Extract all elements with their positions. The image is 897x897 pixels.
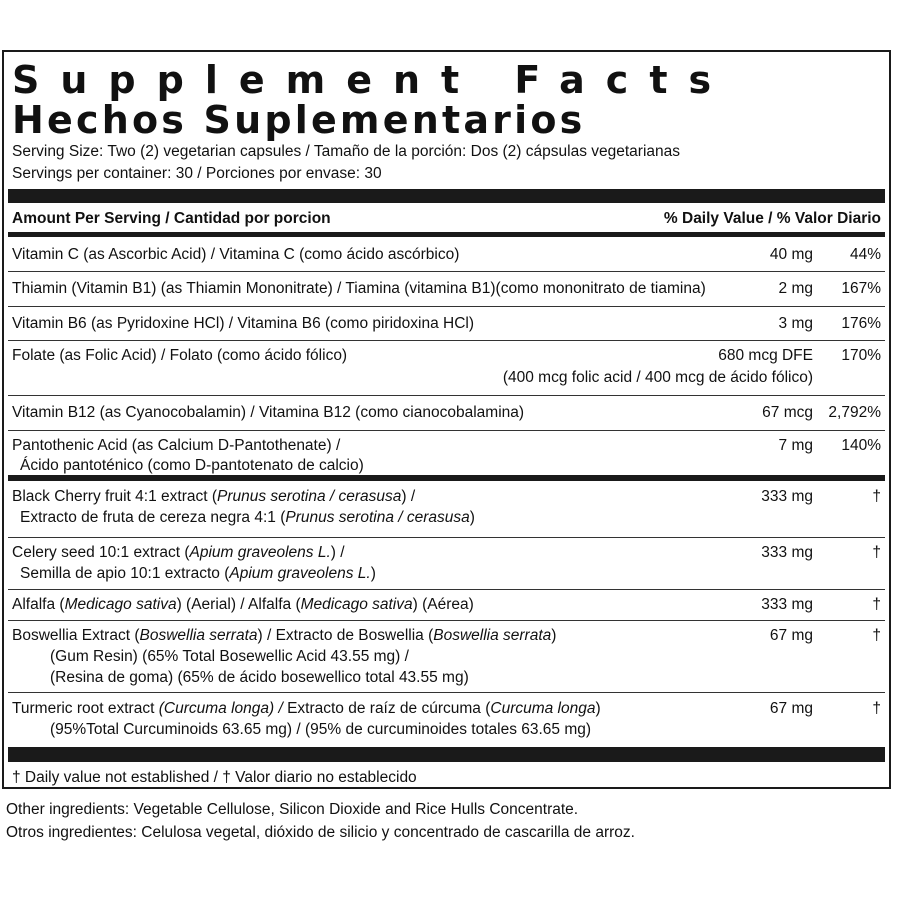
ingredient-amount: 333 mg: [761, 488, 813, 505]
ingredient-name: Celery seed 10:1 extract (Apium graveolens L.) /: [12, 544, 345, 561]
ingredient-row-celery-seed: [8, 538, 885, 590]
nutrient-daily-value: 176%: [841, 315, 881, 332]
nutrient-amount-detail: (400 mcg folic acid / 400 mcg de ácido fólico): [502, 369, 813, 386]
nutrient-name: Pantothenic Acid (as Calcium D-Pantothenate) /: [12, 437, 341, 454]
ingredient-name: Boswellia Extract (Boswellia serrata) / Extracto de Boswellia (Boswellia serrata): [12, 627, 557, 644]
dagger-marker: †: [872, 700, 881, 717]
ingredient-amount: 67 mg: [769, 627, 813, 644]
thick-divider: [8, 747, 885, 762]
header-amount-per-serving: Amount Per Serving / Cantidad por porcion: [12, 210, 331, 227]
nutrient-row-vitamin-b6: [8, 307, 885, 341]
ingredient-name: Black Cherry fruit 4:1 extract (Prunus serotina / cerasusa) /: [12, 488, 416, 505]
serving-size: Serving Size: Two (2) vegetarian capsules / Tamaño de la porción: Dos (2) cápsulas vegetarianas: [12, 143, 681, 160]
ingredient-name: Turmeric root extract (Curcuma longa) / Extracto de raíz de cúrcuma (Curcuma longa): [12, 700, 601, 717]
ingredient-detail: (95%Total Curcuminoids 63.65 mg) / (95% de curcuminoides totales 63.65 mg): [50, 721, 592, 738]
nutrient-daily-value: 167%: [841, 280, 881, 297]
nutrient-row-pantothenic-acid: [8, 431, 885, 475]
nutrient-row-vitamin-c: [8, 238, 885, 272]
supplement-facts-panel: [2, 50, 891, 789]
ingredient-name-spanish: Semilla de apio 10:1 extracto (Apium graveolens L.): [20, 565, 376, 582]
nutrient-daily-value: 140%: [841, 437, 881, 454]
nutrient-amount: 3 mg: [778, 315, 813, 332]
nutrient-amount: 680 mcg DFE: [718, 347, 813, 364]
nutrient-row-vitamin-b12: [8, 396, 885, 431]
ingredient-detail-spanish: (Resina de goma) (65% de ácido bosewellico total 43.55 mg): [50, 669, 469, 686]
medium-divider: [8, 232, 885, 237]
servings-per-container: Servings per container: 30 / Porciones por envase: 30: [12, 165, 382, 182]
ingredient-row-alfalfa: [8, 590, 885, 621]
ingredient-row-boswellia: [8, 621, 885, 693]
ingredient-amount: 333 mg: [761, 596, 813, 613]
column-header: [12, 209, 881, 229]
ingredient-amount: 333 mg: [761, 544, 813, 561]
medium-divider: [8, 475, 885, 481]
dagger-marker: †: [872, 596, 881, 613]
nutrient-amount: 67 mcg: [762, 404, 813, 421]
ingredient-row-black-cherry: [8, 482, 885, 538]
header-daily-value: % Daily Value / % Valor Diario: [663, 210, 881, 227]
ingredient-detail: (Gum Resin) (65% Total Bosewellic Acid 43.55 mg) /: [50, 648, 409, 665]
ingredient-row-turmeric: [8, 693, 885, 745]
nutrient-name: Vitamin B12 (as Cyanocobalamin) / Vitamina B12 (como cianocobalamina): [12, 404, 525, 421]
nutrient-name: Vitamin C (as Ascorbic Acid) / Vitamina C (como ácido ascórbico): [12, 246, 460, 263]
ingredient-name: Alfalfa (Medicago sativa) (Aerial) / Alfalfa (Medicago sativa) (Aérea): [12, 596, 474, 613]
nutrient-name-spanish: Ácido pantoténico (como D-pantotenato de calcio): [20, 457, 364, 474]
thick-divider: [8, 189, 885, 203]
dagger-marker: †: [872, 488, 881, 505]
nutrient-amount: 40 mg: [769, 246, 813, 263]
nutrient-name: Thiamin (Vitamin B1) (as Thiamin Mononitrate) / Tiamina (vitamina B1)(como mononitrato de tiamina): [12, 280, 706, 297]
nutrient-daily-value: 170%: [841, 347, 881, 364]
title-english: Supplement Facts: [12, 58, 733, 102]
nutrient-row-thiamin: [8, 272, 885, 307]
ingredient-amount: 67 mg: [769, 700, 813, 717]
other-ingredients-english: Other ingredients: Vegetable Cellulose, Silicon Dioxide and Rice Hulls Concentrate.: [6, 801, 579, 818]
ingredient-name-spanish: Extracto de fruta de cereza negra 4:1 (Prunus serotina / cerasusa): [20, 509, 475, 526]
nutrient-daily-value: 44%: [849, 246, 881, 263]
other-ingredients-spanish: Otros ingredientes: Celulosa vegetal, dióxido de silicio y concentrado de cascarilla de arroz.: [6, 824, 635, 841]
nutrient-name: Vitamin B6 (as Pyridoxine HCl) / Vitamina B6 (como piridoxina HCl): [12, 315, 475, 332]
footnote: † Daily value not established / † Valor diario no establecido: [12, 769, 417, 786]
nutrient-name: Folate (as Folic Acid) / Folato (como ácido fólico): [12, 347, 348, 364]
title-spanish: Hechos Suplementarios: [12, 98, 586, 142]
nutrient-amount: 2 mg: [778, 280, 813, 297]
dagger-marker: †: [872, 627, 881, 644]
nutrient-daily-value: 2,792%: [828, 404, 881, 421]
nutrient-amount: 7 mg: [778, 437, 813, 454]
nutrient-row-folate: [8, 341, 885, 396]
dagger-marker: †: [872, 544, 881, 561]
